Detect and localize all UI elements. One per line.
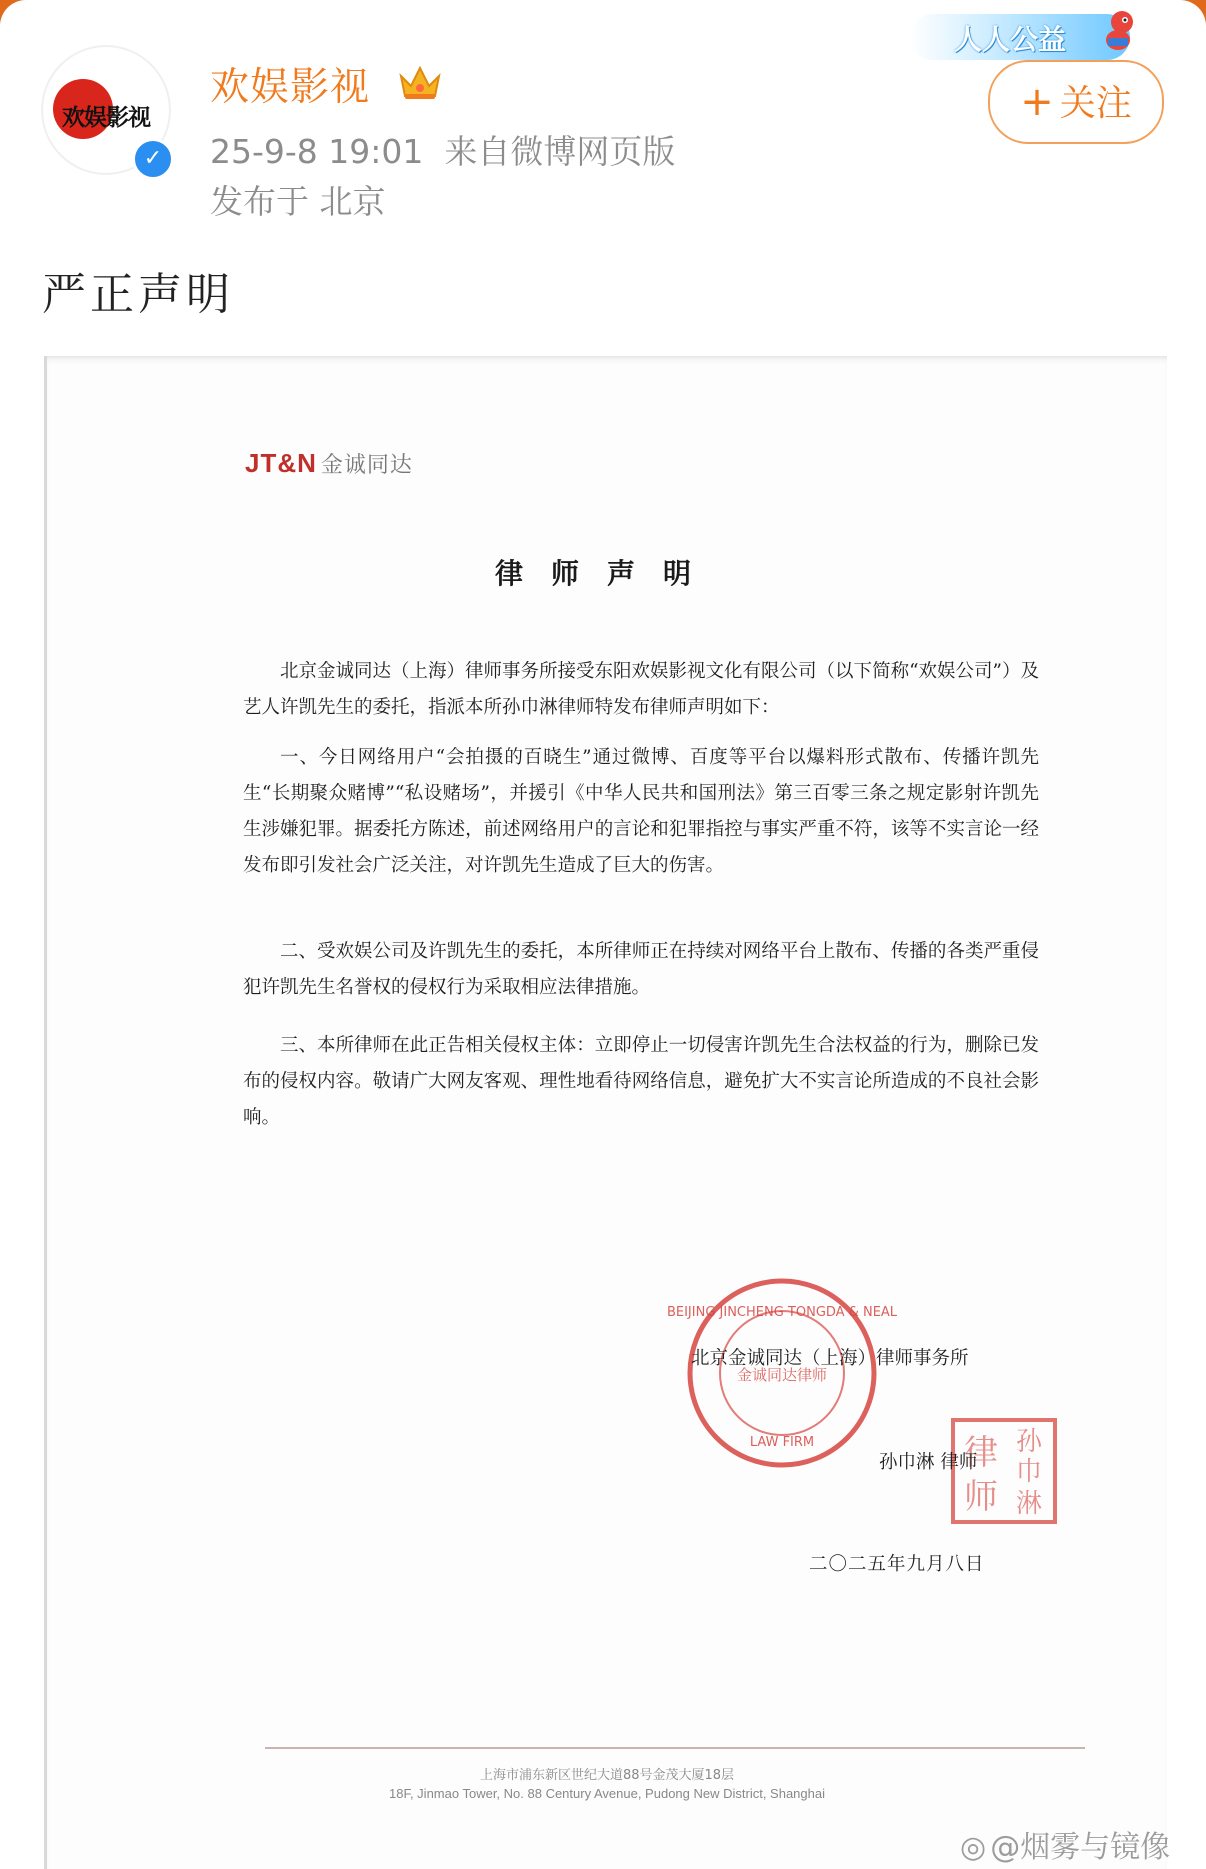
mascot-icon [1100, 8, 1140, 52]
footer-divider [265, 1747, 1085, 1749]
post-meta [210, 126, 675, 173]
document-date: 二〇二五年九月八日 [809, 1554, 985, 1575]
charity-badge[interactable] [910, 14, 1130, 60]
post-source: 来自微博网页版 [444, 132, 676, 171]
weibo-watermark [960, 1822, 1170, 1866]
post-timestamp: 25-9-8 19:01 [210, 132, 424, 171]
svg-text:孙: 孙 [1015, 1427, 1043, 1457]
avatar-logo-text: 欢娱影视 [62, 105, 150, 131]
follow-button[interactable] [988, 60, 1164, 144]
paragraph-1: 一、今日网络用户“会拍摄的百晓生”通过微博、百度等平台以爆料形式散布、传播许凯先生“长期聚众赌博”“私设赌场”，并援引《中华人民共和国刑法》第三百零三条之规定影射许凯先生涉嫌犯罪。据委托方陈述，前述网络用户的言论和犯罪指控与事实严重不符，该等不实言论一经发布即引发社会广泛关注，对许凯先生造成了巨大的伤害。 [243, 747, 1039, 876]
weibo-icon: ◎ [960, 1830, 987, 1865]
svg-text:BEIJING JINCHENG TONGDA & NEAL: BEIJING JINCHENG TONGDA & NEAL [666, 1305, 898, 1320]
paragraph-3: 三、本所律师在此正告相关侵权主体：立即停止一切侵害许凯先生合法权益的行为，删除已发布的侵权内容。敬请广大网友客观、理性地看待网络信息，避免扩大不实言论所造成的不良社会影响。 [243, 1035, 1039, 1128]
svg-text:师: 师 [964, 1477, 998, 1517]
charity-badge-label: 人人公益 [954, 23, 1067, 56]
official-seal [666, 1276, 898, 1470]
crown-icon [397, 62, 443, 102]
post-location: 发布于 北京 [210, 182, 386, 221]
svg-text:巾: 巾 [1015, 1457, 1043, 1487]
verified-icon: ✓ [132, 138, 174, 180]
statement-image[interactable] [44, 356, 1167, 1869]
lawyer-signature: 孙巾淋 律师 [879, 1452, 978, 1473]
svg-text:律: 律 [964, 1433, 998, 1473]
watermark-text: @烟雾与镜像 [990, 1830, 1171, 1865]
post-title: 严正声明 [42, 269, 234, 320]
paragraph-intro: 北京金诚同达（上海）律师事务所接受东阳欢娱影视文化有限公司（以下简称“欢娱公司”）及艺人许凯先生的委托，指派本所孙巾淋律师特发布律师声明如下： [243, 661, 1039, 718]
firm-logo-en: JT&N [245, 448, 317, 478]
svg-text:淋: 淋 [1015, 1489, 1043, 1519]
document-title: 律师声明 [494, 557, 719, 590]
footer-address-en: 18F, Jinmao Tower, No. 88 Century Avenue, Pudong New District, Shanghai [389, 1786, 825, 1801]
firm-name-signature: 北京金诚同达（上海）律师事务所 [691, 1348, 969, 1369]
svg-text:LAW FIRM: LAW FIRM [749, 1435, 815, 1450]
plus-icon: + [1020, 79, 1054, 125]
author-name[interactable]: 欢娱影视 [210, 65, 371, 110]
footer-address-cn: 上海市浦东新区世纪大道88号金茂大厦18层 [479, 1768, 735, 1783]
svg-text:金诚同达律师: 金诚同达律师 [736, 1366, 828, 1384]
follow-label: 关注 [1059, 83, 1132, 124]
firm-logo [245, 448, 413, 479]
paragraph-2: 二、受欢娱公司及许凯先生的委托，本所律师正在持续对网络平台上散布、传播的各类严重侵犯许凯先生名誉权的侵权行为采取相应法律措施。 [243, 941, 1039, 998]
firm-logo-cn: 金诚同达 [320, 452, 413, 477]
